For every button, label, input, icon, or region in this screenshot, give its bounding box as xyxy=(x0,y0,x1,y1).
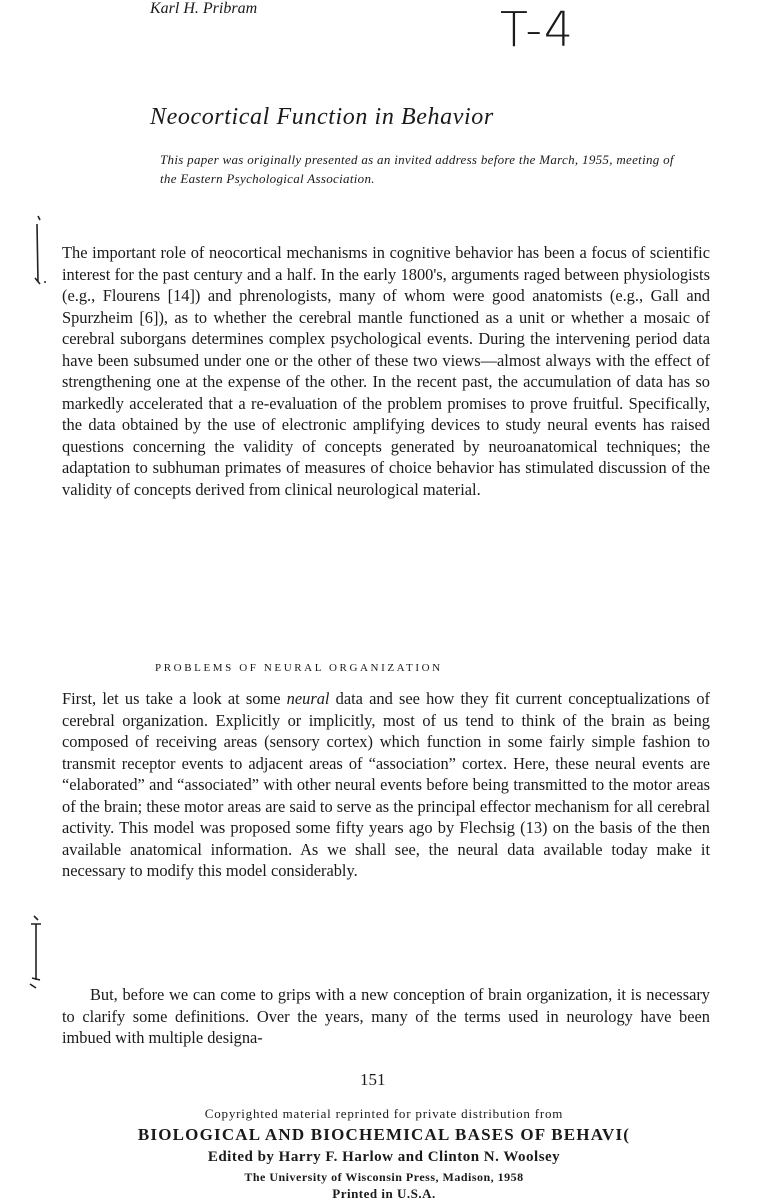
running-head: Karl H. Pribram xyxy=(150,0,258,17)
footer-book-title: BIOLOGICAL AND BIOCHEMICAL BASES OF BEHAVI( xyxy=(137,1125,631,1144)
section-heading: PROBLEMS OF NEURAL ORGANIZATION xyxy=(155,662,443,674)
footer-publisher: The University of Wisconsin Press, Madison, 1958 xyxy=(244,1170,524,1184)
footer-printed: Printed in U.S.A. xyxy=(332,1186,436,1201)
article-title: Neocortical Function in Behavior xyxy=(150,104,494,130)
footer-copyright-line: Copyrighted material reprinted for private distribution from xyxy=(204,1106,564,1121)
paragraph-text: data and see how they fit current conceptualizations of cerebral organization. Explicitly or implicitly, most of us tend to think of the brain as being composed of receiving areas (sensory cortex) which function in some fairly simple fashion to transmit receptor events to adjacent areas of “association” cortex. Here, these neural events are “elaborated” and “associated” with other neural events before being transmitted to the motor areas of the brain; these motor areas are said to serve as the principal effector mechanism for all cerebral activity. This model was proposed some fifty years ago by Flechsig (13) on the basis of the then available anatomical information. As we shall see, the neural data available today make it necessary to modify this model considerably. xyxy=(62,689,710,880)
title-footnote: This paper was originally presented as an invited address before the March, 1955, meeting of the Eastern Psychological Association. xyxy=(160,152,674,186)
emphasized-word: neural xyxy=(286,689,330,708)
margin-bracket-mark xyxy=(22,910,50,992)
paragraph-text: First, let us take a look at some xyxy=(62,689,287,708)
margin-bracket-mark xyxy=(28,212,54,292)
body-paragraph xyxy=(62,688,710,882)
page-number: 151 xyxy=(360,1070,386,1089)
body-paragraph: The important role of neocortical mechanisms in cognitive behavior has been a focus of scientific interest for the past century and a half. In the early 1800's, arguments raged between physiologists (e.g., Flourens [14]) and phrenologists, many of whom were good anatomists (e.g., Gall and Spurzheim [6]), as to whether the cerebral mantle functioned as a unit or whether a mosaic of cerebral suborgans determines complex psychological events. During the intervening period data have been subsumed under one or the other of these two views—almost always with the effect of strengthening one at the expense of the other. In the recent past, the accumulation of data has so markedly accelerated that a re-evaluation of the problem promises to prove fruitful. Specifically, the data obtained by the use of electronic amplifying devices to study neural events has raised questions concerning the validity of concepts generated by neuroanatomical techniques; the adaptation to subhuman primates of measures of choice behavior has stimulated discussion of the validity of concepts derived from clinical neurological material. xyxy=(62,243,710,499)
footer-editors: Edited by Harry F. Harlow and Clinton N. Woolsey xyxy=(207,1149,561,1165)
body-paragraph: But, before we can come to grips with a new conception of brain organization, it is necessary to clarify some definitions. Over the years, many of the terms used in neurology have been imbued with multiple designa- xyxy=(62,985,710,1047)
handwritten-note: T-4 xyxy=(499,2,575,58)
